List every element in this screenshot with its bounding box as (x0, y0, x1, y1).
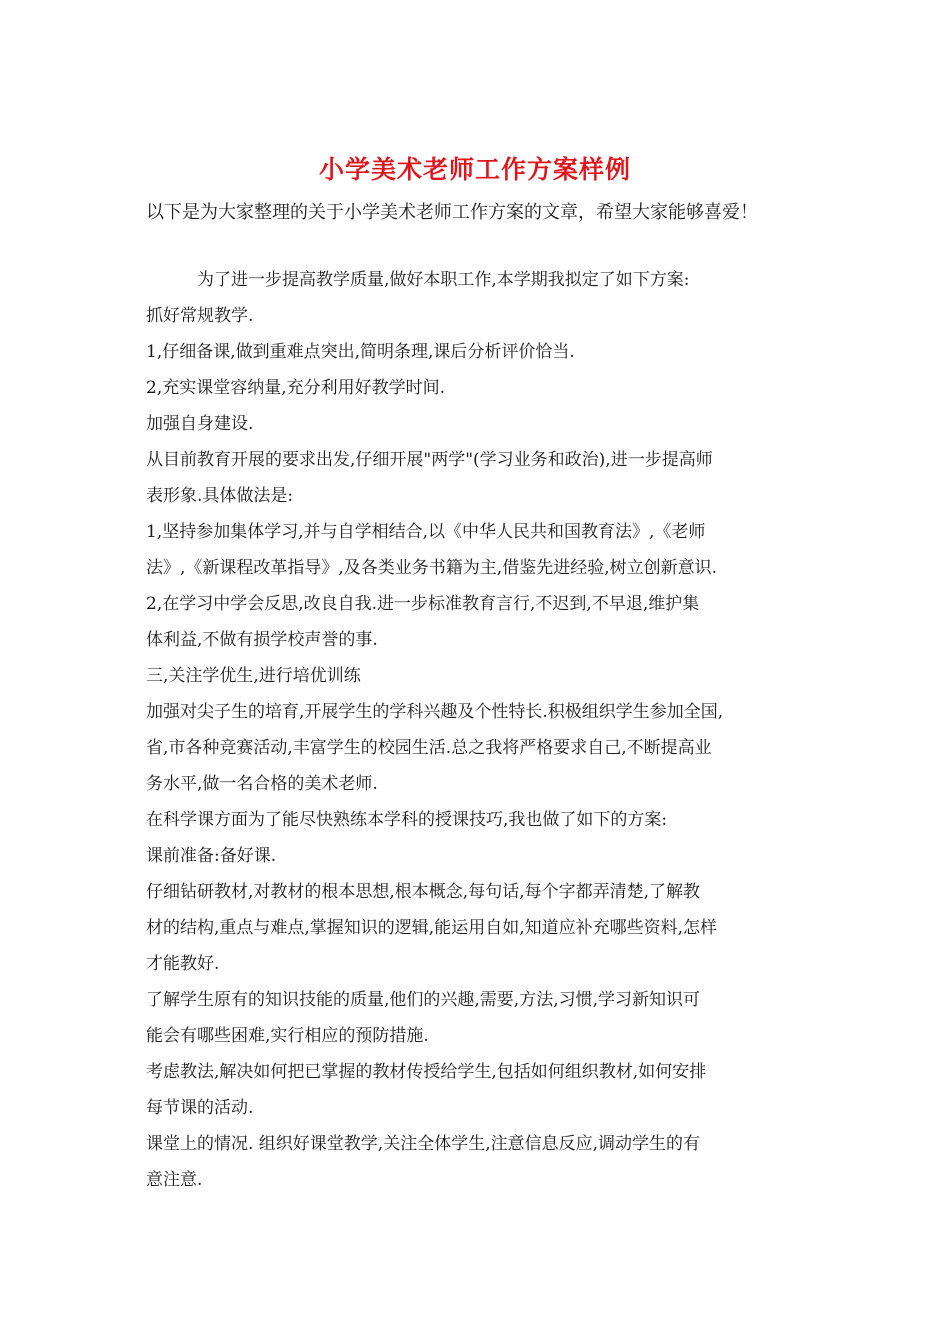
body-line: 三,关注学优生,进行培优训练 (146, 666, 361, 686)
body-line: 1,仔细备课,做到重难点突出,简明条理,课后分析评价恰当. (146, 342, 575, 362)
body-line: 加强自身建设. (146, 414, 254, 434)
body-line: 考虑教法,解决如何把已掌握的教材传授给学生,包括如何组织教材,如何安排 (146, 1062, 707, 1082)
body-line: 仔细钻研教材,对教材的根本思想,根本概念,每句话,每个字都弄清楚,了解教 (146, 882, 701, 902)
body-line: 省,市各种竞赛活动,丰富学生的校园生活.总之我将严格要求自己,不断提高业 (146, 738, 712, 758)
body-line: 每节课的活动. (146, 1098, 254, 1118)
body-line: 材的结构,重点与难点,掌握知识的逻辑,能运用自如,知道应补充哪些资料,怎样 (146, 918, 718, 938)
body-line: 了解学生原有的知识技能的质量,他们的兴趣,需要,方法,习惯,学习新知识可 (146, 990, 701, 1010)
body-line: 抓好常规教学. (146, 306, 254, 326)
body-line: 务水平,做一名合格的美术老师. (146, 774, 378, 794)
body-line: 在科学课方面为了能尽快熟练本学科的授课技巧,我也做了如下的方案: (146, 810, 668, 830)
body-line: 课堂上的情况. 组织好课堂教学,关注全体学生,注意信息反应,调动学生的有 (146, 1134, 701, 1154)
body-line: 1,坚持参加集体学习,并与自学相结合,以《中华人民共和国教育法》,《老师 (146, 522, 706, 542)
body-line: 2,充实课堂容纳量,充分利用好教学时间. (146, 378, 446, 398)
body-line: 体利益,不做有损学校声誉的事. (146, 630, 378, 650)
body-line: 加强对尖子生的培育,开展学生的学科兴趣及个性特长.积极组织学生参加全国, (146, 702, 724, 722)
body-line: 从目前教育开展的要求出发,仔细开展"两学"(学习业务和政治),进一步提高师 (146, 450, 713, 470)
body-line: 能会有哪些困难,实行相应的预防措施. (146, 1026, 429, 1046)
body-line: 法》,《新课程改革指导》,及各类业务书籍为主,借鉴先进经验,树立创新意识. (146, 558, 718, 578)
body-line: 2,在学习中学会反思,改良自我.进一步标准教育言行,不迟到,不早退,维护集 (146, 594, 700, 614)
body-line: 意注意. (146, 1170, 203, 1190)
intro-paragraph: 以下是为大家整理的关于小学美术老师工作方案的文章，希望大家能够喜爱！ (146, 202, 758, 223)
body-line: 才能教好. (146, 954, 220, 974)
body-line: 为了进一步提高教学质量,做好本职工作,本学期我拟定了如下方案: (146, 270, 690, 290)
body-line: 表形象.具体做法是: (146, 486, 294, 506)
body-line: 课前准备:备好课. (146, 846, 277, 866)
document-title: 小学美术老师工作方案样例 (318, 155, 631, 184)
